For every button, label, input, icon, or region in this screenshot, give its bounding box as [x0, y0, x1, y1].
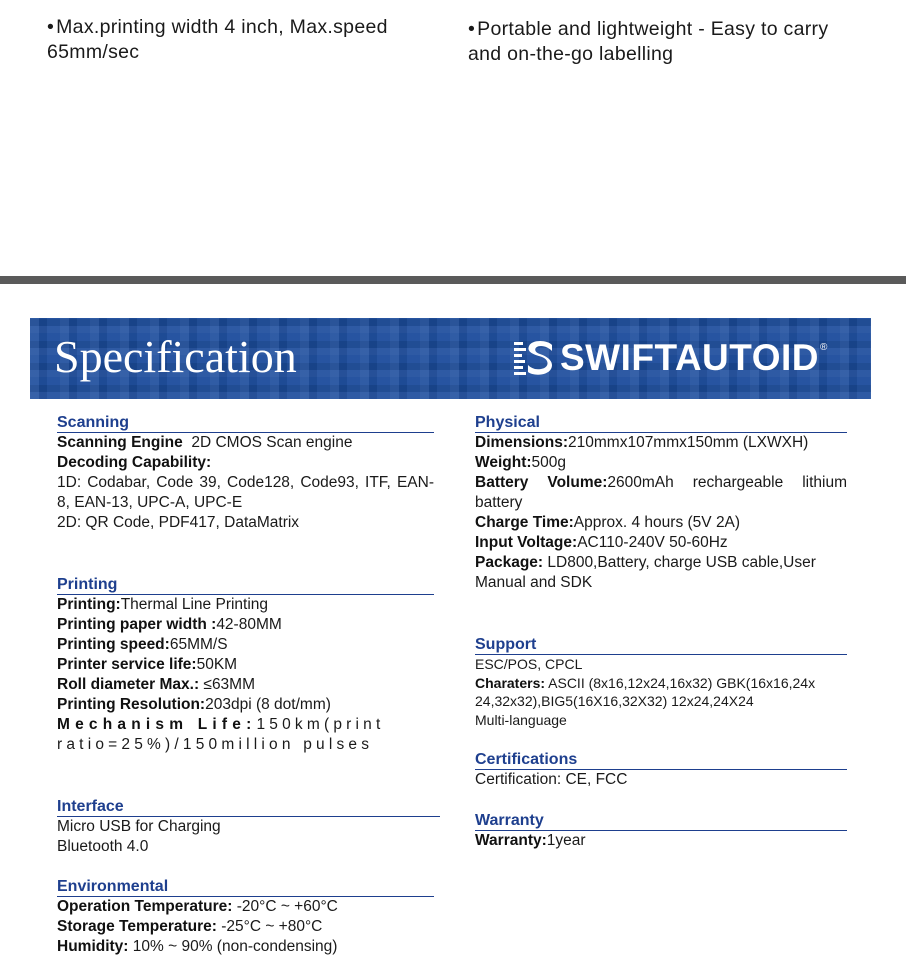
spec-row	[475, 513, 847, 533]
feature-printing-width	[47, 15, 447, 65]
environmental-section	[57, 878, 434, 957]
section-heading: Printing	[57, 576, 434, 595]
spec-value: 2D CMOS Scan engine	[191, 434, 353, 451]
spec-label: Printing:	[57, 596, 121, 613]
feature-text: Portable and lightweight - Easy to carry and on-the-go labelling	[468, 18, 829, 65]
spec-row	[475, 473, 847, 513]
spec-label: Printer service life:	[57, 656, 197, 673]
bullet: •	[47, 16, 55, 38]
spec-value: Bluetooth 4.0	[57, 838, 149, 855]
spec-value: LD800,Battery, charge USB cable,User Manual and SDK	[475, 554, 816, 591]
scanning-section	[57, 414, 434, 533]
section-heading: Scanning	[57, 414, 434, 433]
spec-row	[57, 917, 434, 937]
spec-label: Storage Temperature:	[57, 918, 217, 935]
spec-label: Charge Time:	[475, 514, 574, 531]
spec-value: 203dpi (8 dot/mm)	[205, 696, 331, 713]
section-divider	[0, 276, 906, 284]
spec-value: 50KM	[196, 656, 238, 673]
spec-row	[57, 433, 434, 453]
section-heading: Warranty	[475, 812, 847, 831]
banner-title: Specification	[54, 331, 297, 382]
spec-label: Charaters:	[475, 674, 546, 691]
spec-value: 1year	[546, 832, 586, 849]
spec-label: Weight:	[475, 454, 532, 471]
spec-value: ≤63MM	[199, 676, 256, 693]
section-heading: Environmental	[57, 878, 434, 897]
interface-section	[57, 798, 440, 857]
spec-value-1d: 1D: Codabar, Code 39, Code128, Code93, ITF, EAN-8, EAN-13, UPC-A, UPC-E	[57, 474, 434, 511]
brand-logo	[514, 338, 827, 378]
spec-label: Dimensions:	[475, 434, 569, 451]
spec-label: Decoding Capability:	[57, 454, 212, 471]
spec-label: Input Voltage:	[475, 534, 578, 551]
spec-label: Printing paper width :	[57, 616, 217, 633]
spec-row	[475, 553, 847, 593]
spec-row	[57, 655, 434, 675]
section-heading: Physical	[475, 414, 847, 433]
spec-row	[475, 831, 847, 851]
feature-portable	[468, 17, 848, 67]
spec-value: 10% ~ 90% (non-condensing)	[128, 938, 338, 955]
spec-label: Roll diameter Max.:	[57, 676, 200, 693]
spec-row	[57, 635, 434, 655]
spec-row	[57, 897, 434, 917]
spec-row	[57, 675, 434, 695]
section-heading: Interface	[57, 798, 440, 817]
support-section	[475, 636, 847, 729]
spec-value: Multi-language	[475, 711, 567, 728]
spec-value: AC110-240V 50-60Hz	[577, 534, 728, 551]
spec-value: -25°C ~ +80°C	[216, 918, 323, 935]
section-heading: Certifications	[475, 751, 847, 770]
spec-value: 500g	[531, 454, 567, 471]
spec-label: Mechanism Life:	[57, 716, 257, 733]
spec-label: Warranty:	[475, 832, 547, 849]
section-heading: Support	[475, 636, 847, 655]
feature-text: Max.printing width 4 inch, Max.speed 65mm/sec	[47, 16, 388, 63]
spec-label: Printing Resolution:	[57, 696, 206, 713]
spec-value: Certification: CE, FCC	[475, 771, 628, 788]
spec-label: Humidity:	[57, 938, 129, 955]
spec-label: Battery Volume:	[475, 474, 608, 491]
spec-label: Scanning Engine	[57, 434, 183, 451]
spec-value-2d: 2D: QR Code, PDF417, DataMatrix	[57, 514, 300, 531]
spec-value: Micro USB for Charging	[57, 818, 221, 835]
physical-section	[475, 414, 847, 593]
spec-value: 150km(print ratio=25%)/150million pulses	[57, 716, 385, 753]
registered-mark: ®	[820, 342, 828, 353]
spec-value: ASCII (8x16,12x24,16x32) GBK(16x16,24x 24,32x32),BIG5(16X16,32X32) 12x24,24X24	[475, 674, 816, 709]
swiftautoid-logo-icon	[514, 338, 554, 378]
spec-value: 210mmx107mmx150mm (LXWXH)	[568, 434, 809, 451]
spec-value: 2600mAh rechargeable lithium battery	[475, 474, 848, 511]
spec-label: Printing speed:	[57, 636, 170, 653]
spec-row	[475, 674, 847, 711]
spec-row	[57, 615, 434, 635]
printing-section	[57, 576, 434, 755]
spec-value: -20°C ~ +60°C	[232, 898, 338, 915]
certifications-section	[475, 751, 847, 790]
spec-row	[57, 937, 434, 957]
spec-row	[475, 453, 847, 473]
brand-name: SWIFTAUTOID	[560, 337, 819, 378]
spec-label: Operation Temperature:	[57, 898, 233, 915]
warranty-section	[475, 812, 847, 851]
spec-value: Approx. 4 hours (5V 2A)	[573, 514, 741, 531]
spec-row	[57, 695, 434, 715]
spec-value: ESC/POS, CPCL	[475, 656, 583, 672]
spec-value: Thermal Line Printing	[120, 596, 269, 613]
spec-row	[475, 533, 847, 553]
spec-value: 65MM/S	[169, 636, 228, 653]
spec-row-mechanism	[57, 715, 434, 755]
spec-row	[57, 595, 434, 615]
spec-row	[475, 433, 847, 453]
specification-banner	[30, 318, 871, 399]
spec-value: 42-80MM	[216, 616, 282, 633]
spec-label: Package:	[475, 554, 544, 571]
bullet: •	[468, 18, 476, 40]
